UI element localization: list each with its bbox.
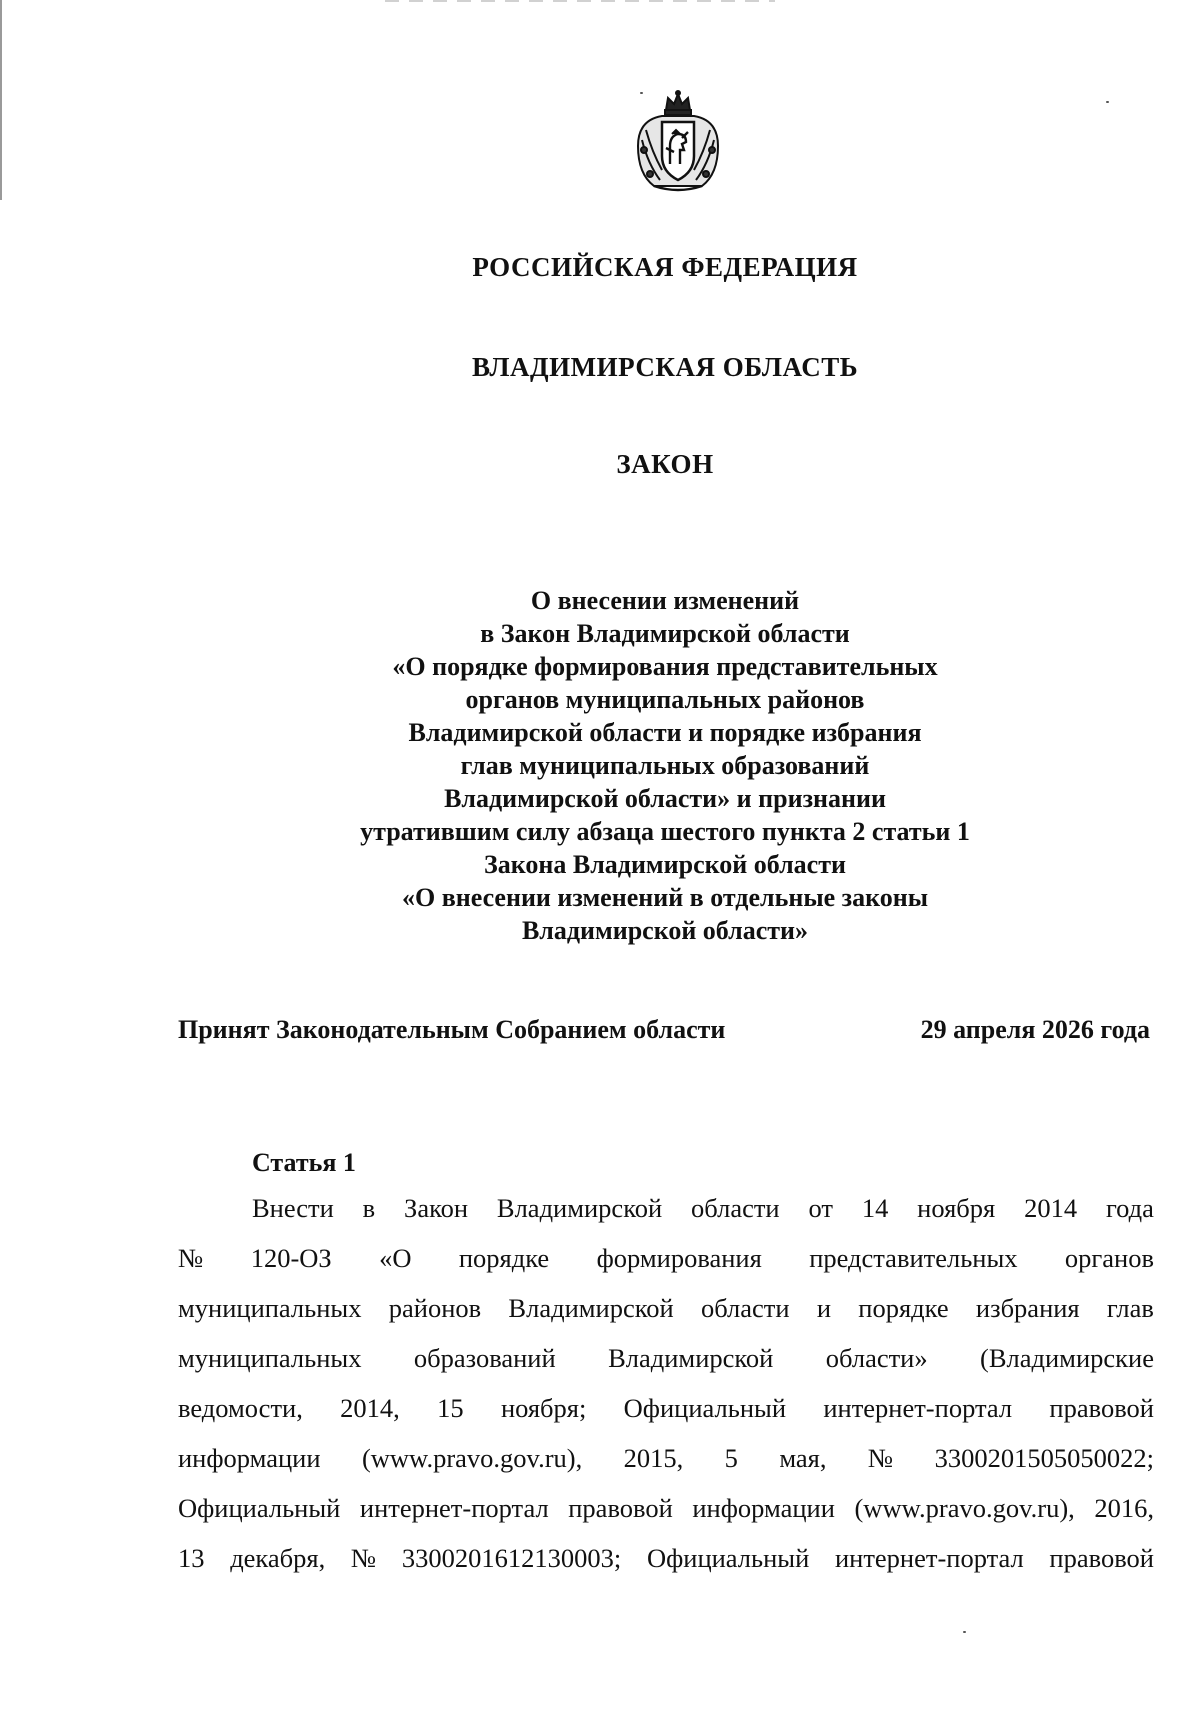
article-word: районов bbox=[388, 1293, 482, 1323]
law-title-line: глав муниципальных образований bbox=[460, 751, 870, 780]
article-word: интернет-портал bbox=[834, 1543, 1024, 1573]
article-body-line bbox=[178, 1543, 1154, 1593]
article-body-line bbox=[178, 1293, 1154, 1343]
article-word: области bbox=[691, 1193, 780, 1223]
law-title-line: О внесении изменений bbox=[530, 586, 800, 615]
law-title-line: «О внесении изменений в отдельные законы bbox=[401, 883, 929, 912]
region-heading: ВЛАДИМИРСКАЯ ОБЛАСТЬ bbox=[471, 352, 859, 382]
law-title-line: органов муниципальных районов bbox=[465, 685, 865, 714]
article-word: 2014, bbox=[340, 1393, 400, 1423]
article-word: правовой bbox=[1049, 1393, 1154, 1423]
article-word: Владимирской bbox=[496, 1193, 663, 1223]
article-word: правовой bbox=[1049, 1543, 1154, 1573]
article-word: Закон bbox=[404, 1193, 469, 1223]
article-word: (Владимирские bbox=[980, 1343, 1154, 1373]
article-word: ноября bbox=[917, 1193, 996, 1223]
article-word: интернет-портал bbox=[823, 1393, 1013, 1423]
article-word: образований bbox=[413, 1343, 556, 1373]
article-body-line bbox=[178, 1243, 1154, 1293]
article-word: порядке bbox=[458, 1243, 550, 1273]
article-word: 14 bbox=[861, 1193, 889, 1223]
document-type-heading: ЗАКОН bbox=[616, 449, 714, 479]
article-word: информации bbox=[178, 1443, 321, 1473]
article-body-line bbox=[178, 1443, 1154, 1493]
law-title-line: Владимирской области и порядке избрания bbox=[408, 718, 922, 747]
scan-edge bbox=[0, 0, 2, 200]
article-word: 15 bbox=[437, 1393, 464, 1423]
article-word: (www.pravo.gov.ru), bbox=[854, 1493, 1075, 1523]
article-word: избрания bbox=[975, 1293, 1080, 1323]
adoption-row bbox=[178, 1015, 1150, 1045]
adoption-date: 29 апреля 2026 года bbox=[920, 1015, 1150, 1044]
article-word: (www.pravo.gov.ru), bbox=[361, 1443, 583, 1473]
article-word: № bbox=[178, 1243, 204, 1273]
article-word: № bbox=[350, 1543, 377, 1573]
article-word: 2016, bbox=[1094, 1493, 1154, 1523]
article-word: 3300201505050022; bbox=[934, 1443, 1154, 1473]
article-heading: Статья 1 bbox=[252, 1148, 356, 1177]
article-word: ведомости, bbox=[178, 1393, 303, 1423]
adoption-label: Принят Законодательным Собранием области bbox=[178, 1015, 726, 1044]
article-word: года bbox=[1105, 1193, 1154, 1223]
article-word: Официальный bbox=[646, 1543, 810, 1573]
article-word: 2015, bbox=[623, 1443, 684, 1473]
article-word: Владимирской bbox=[508, 1293, 674, 1323]
law-title-line: утратившим силу абзаца шестого пункта 2 статьи 1 bbox=[360, 817, 970, 846]
article-body bbox=[178, 1193, 1154, 1593]
article-word: Владимирской bbox=[608, 1343, 774, 1373]
article-word: Внести bbox=[252, 1193, 334, 1223]
law-title-line: «О порядке формирования представительных bbox=[392, 652, 938, 681]
article-word: «О bbox=[379, 1243, 412, 1273]
coat-of-arms-icon bbox=[632, 90, 724, 194]
article-word: Официальный bbox=[178, 1493, 341, 1523]
article-word: от bbox=[808, 1193, 833, 1223]
article-word: порядке bbox=[858, 1293, 949, 1323]
article-word: ноября; bbox=[500, 1393, 587, 1423]
law-title bbox=[200, 584, 1130, 947]
article-word: 2014 bbox=[1024, 1193, 1078, 1223]
article-word: формирования bbox=[596, 1243, 762, 1273]
law-title-line: в Закон Владимирской области bbox=[480, 619, 850, 648]
article-word: 3300201612130003; bbox=[401, 1543, 622, 1573]
article-word: интернет-портал bbox=[359, 1493, 549, 1523]
article-word: муниципальных bbox=[178, 1293, 362, 1323]
article-word: № bbox=[867, 1443, 894, 1473]
article-word: и bbox=[816, 1293, 832, 1323]
article-word: декабря, bbox=[230, 1543, 326, 1573]
scan-speck bbox=[963, 1631, 966, 1633]
article-body-line bbox=[178, 1493, 1154, 1543]
scan-speck bbox=[1106, 101, 1109, 103]
article-body-line bbox=[178, 1193, 1154, 1243]
scan-artifact bbox=[385, 0, 775, 2]
article-word: мая, bbox=[779, 1443, 827, 1473]
article-word: 5 bbox=[724, 1443, 738, 1473]
article-word: 120-ОЗ bbox=[250, 1243, 332, 1273]
federation-heading: РОССИЙСКАЯ ФЕДЕРАЦИЯ bbox=[472, 252, 858, 282]
article-word: глав bbox=[1106, 1293, 1154, 1323]
article-word: в bbox=[362, 1193, 376, 1223]
article-word: Официальный bbox=[623, 1393, 786, 1423]
article-word: 13 bbox=[178, 1543, 205, 1573]
law-title-line: Владимирской области» bbox=[521, 916, 809, 945]
law-title-line: Владимирской области» и признании bbox=[444, 784, 886, 813]
article-word: области» bbox=[825, 1343, 928, 1373]
law-title-line: Закона Владимирской области bbox=[484, 850, 846, 879]
article-word: муниципальных bbox=[178, 1343, 362, 1373]
article-word: органов bbox=[1064, 1243, 1154, 1273]
article-word: представительных bbox=[809, 1243, 1018, 1273]
article-body-line bbox=[178, 1393, 1154, 1443]
article-word: правовой bbox=[568, 1493, 673, 1523]
article-word: области bbox=[700, 1293, 790, 1323]
article-body-line bbox=[178, 1343, 1154, 1393]
article-word: информации bbox=[692, 1493, 835, 1523]
